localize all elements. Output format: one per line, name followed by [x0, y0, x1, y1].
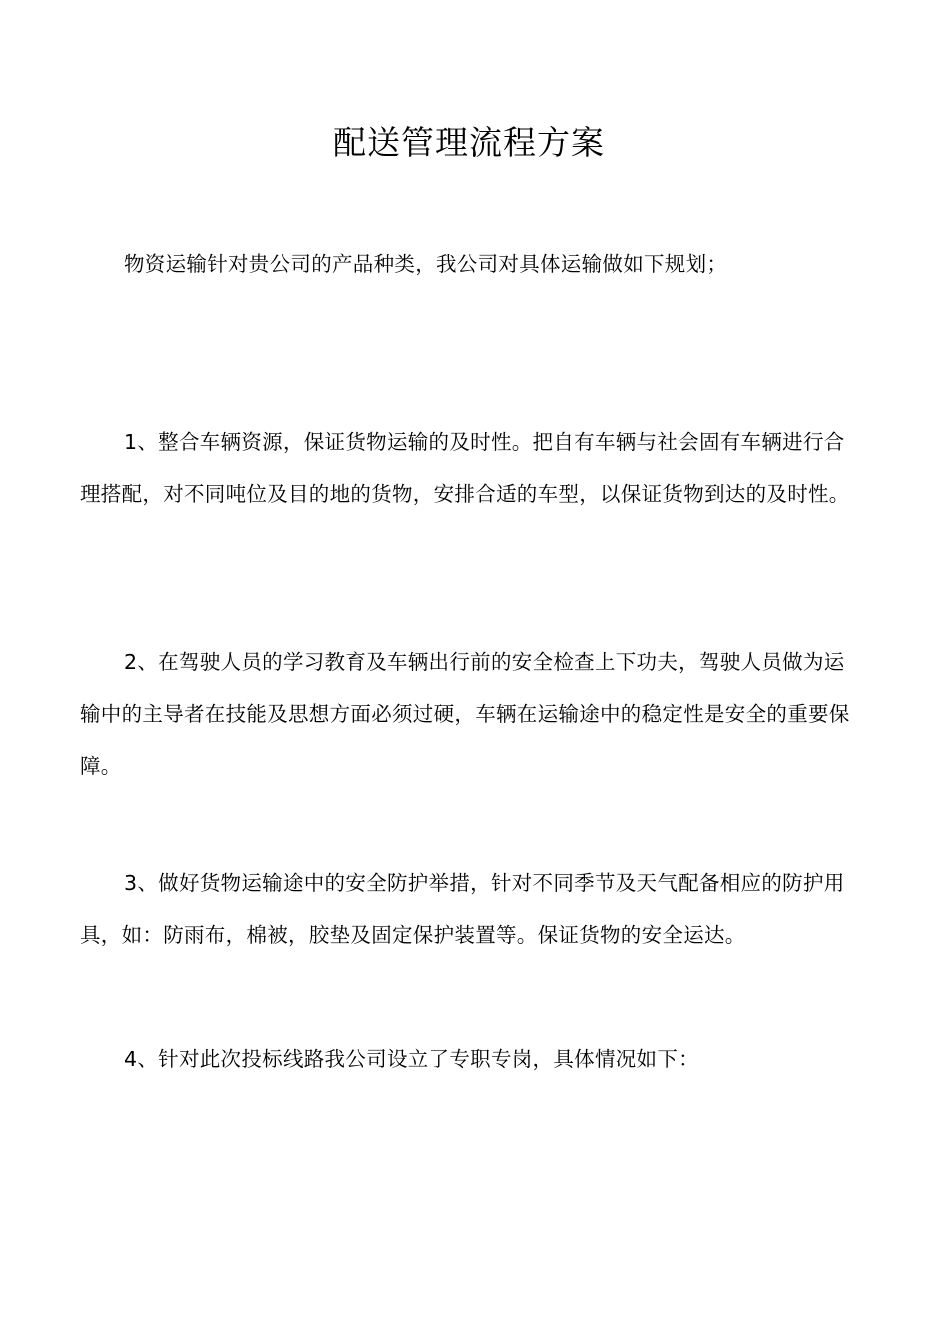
document-title: 配送管理流程方案	[333, 123, 605, 162]
item-paragraph-4: 4、针对此次投标线路我公司设立了专职专岗，具体情况如下：	[124, 1047, 699, 1071]
intro-paragraph: 物资运输针对贵公司的产品种类，我公司对具体运输做如下规划；	[124, 252, 728, 276]
item-paragraph-1: 1、整合车辆资源，保证货物运输的及时性。把自有车辆与社会固有车辆进行合理搭配，对不同吨位及目的地的货物，安排合适的车型，以保证货物到达的及时性。	[80, 430, 850, 506]
item-paragraph-2: 2、在驾驶人员的学习教育及车辆出行前的安全检查上下功夫，驾驶人员做为运输中的主导者在技能及思想方面必须过硬，车辆在运输途中的稳定性是安全的重要保障。	[80, 650, 850, 778]
item-paragraph-3: 3、做好货物运输途中的安全防护举措，针对不同季节及天气配备相应的防护用具，如：防雨布，棉被，胶垫及固定保护装置等。保证货物的安全运达。	[80, 871, 845, 947]
